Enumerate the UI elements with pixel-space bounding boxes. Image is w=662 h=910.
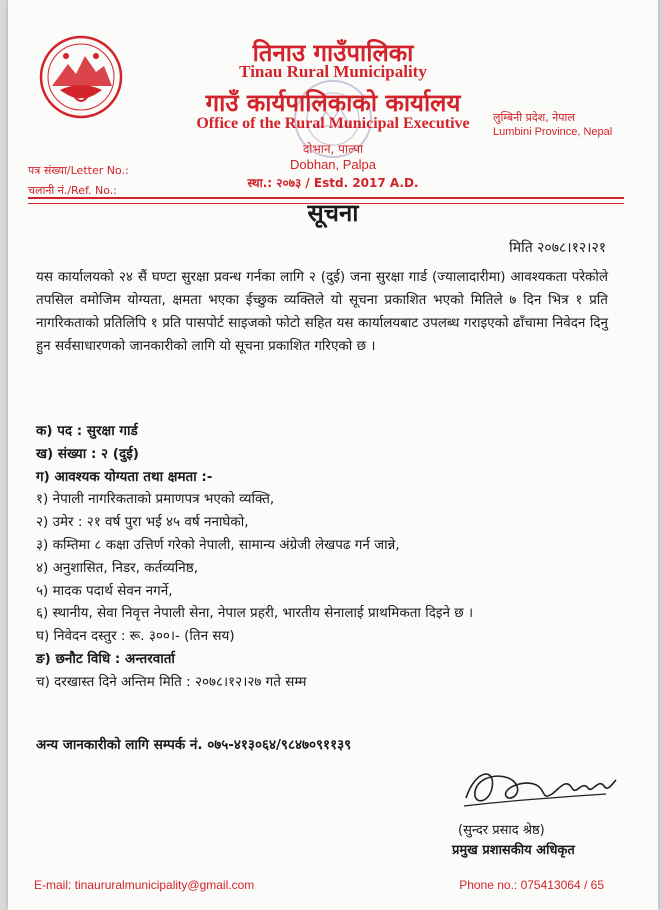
list-item: ४) अनुशासित, निडर, कर्तव्यनिष्ठ, <box>36 559 199 576</box>
province-ne: लुम्बिनी प्रदेश, नेपाल <box>493 111 575 124</box>
notice-body: यस कार्यालयको २४ सैं घण्टा सुरक्षा प्रवन्ध गर्नका लागि २ (दुई) जना सुरक्षा गार्ड (ज्यालादारीमा) आवश्यकता परेकोले तपसिल वमोजिम योग्यता, क्षमता भएका ईच्छुक व्यक्तिले यो सूचना प्रकाशित भएको मितिले ७ दिन भित्र १ प्रति नागरिकताको प्रतिलिपि १ प्रति पासपोर्ट साइजको फोटो सहित यस कार्यालयबाट उपलब्ध गराइएको ढाँचामा निवेदन दिनु हुन सर्वसाधारणको जानकारीको लागि यो सूचना प्रकाशित गरिएको छ । <box>36 269 608 354</box>
list-item: २) उमेर : २१ वर्ष पुरा भई ४५ वर्ष ननाघेको, <box>36 514 249 531</box>
list-item: ३) कम्तिमा ८ कक्षा उत्तिर्ण गरेको नेपाली, सामान्य अंग्रेजी लेखपढ गर्न जान्ने, <box>36 536 400 553</box>
office-title-en: Office of the Rural Municipal Executive <box>196 115 470 132</box>
list-item: ख) संख्या : २ (दुई) <box>36 445 139 462</box>
footer-email: E-mail: tinaururalmunicipality@gmail.com <box>34 878 255 892</box>
footer-phone: Phone no.: 075413064 / 65 <box>459 878 604 892</box>
list-item: ६) स्थानीय, सेवा निवृत्त नेपाली सेना, नेपाल प्रहरी, भारतीय सेनालाई प्राथमिकता दिइने छ । <box>36 605 474 622</box>
list-item: ङ) छनौट विधि : अन्तरवार्ता <box>36 650 175 667</box>
notice-title: सूचना <box>307 199 359 227</box>
municipality-title-ne: तिनाउ गाउँपालिका <box>252 39 414 67</box>
municipality-title-en: Tinau Rural Municipality <box>239 62 427 81</box>
province-block <box>493 110 612 140</box>
office-title-ne: गाउँ कार्यपालिकाको कार्यालय <box>205 89 461 117</box>
list-item: १) नेपाली नागरिकताको प्रमाणपत्र भएको व्यक्ति, <box>36 491 275 508</box>
established-line: स्था.: २०७३ / Estd. 2017 A.D. <box>247 176 419 190</box>
list-item: ५) मादक पदार्थ सेवन नगर्ने, <box>36 582 173 599</box>
notice-date: मिति २०७८।१२।२१ <box>509 240 606 256</box>
signer-name: (सुन्दर प्रसाद श्रेष्ठ) <box>458 823 545 838</box>
list-item: च) दरखास्त दिने अन्तिम मिति : २०७८।१२।२७ गते सम्म <box>36 673 307 690</box>
province-en: Lumbini Province, Nepal <box>493 126 613 138</box>
signature-icon <box>456 758 626 822</box>
notice-items <box>36 420 636 694</box>
list-item: क) पद : सुरक्षा गार्ड <box>36 423 138 439</box>
list-item: घ) निवेदन दस्तुर : रू. ३००।- (तिन सय) <box>36 628 235 645</box>
contact-line: अन्य जानकारीको लागि सम्पर्क नं. ०७५-४१३०६४/९८४७०९११३९ <box>36 737 352 753</box>
location-en: Dobhan, Palpa <box>289 157 376 172</box>
list-item: ग) आवश्यक योग्यता तथा क्षमता :- <box>36 468 213 485</box>
notice-page <box>8 0 658 910</box>
ref-no-label: चलानी नं./Ref. No.: <box>28 184 117 197</box>
letter-no-label: पत्र संख्या/Letter No.: <box>28 164 129 177</box>
signer-title: प्रमुख प्रशासकीय अधिकृत <box>452 843 575 858</box>
location-ne: दोभान, पाल्पा <box>302 142 364 156</box>
